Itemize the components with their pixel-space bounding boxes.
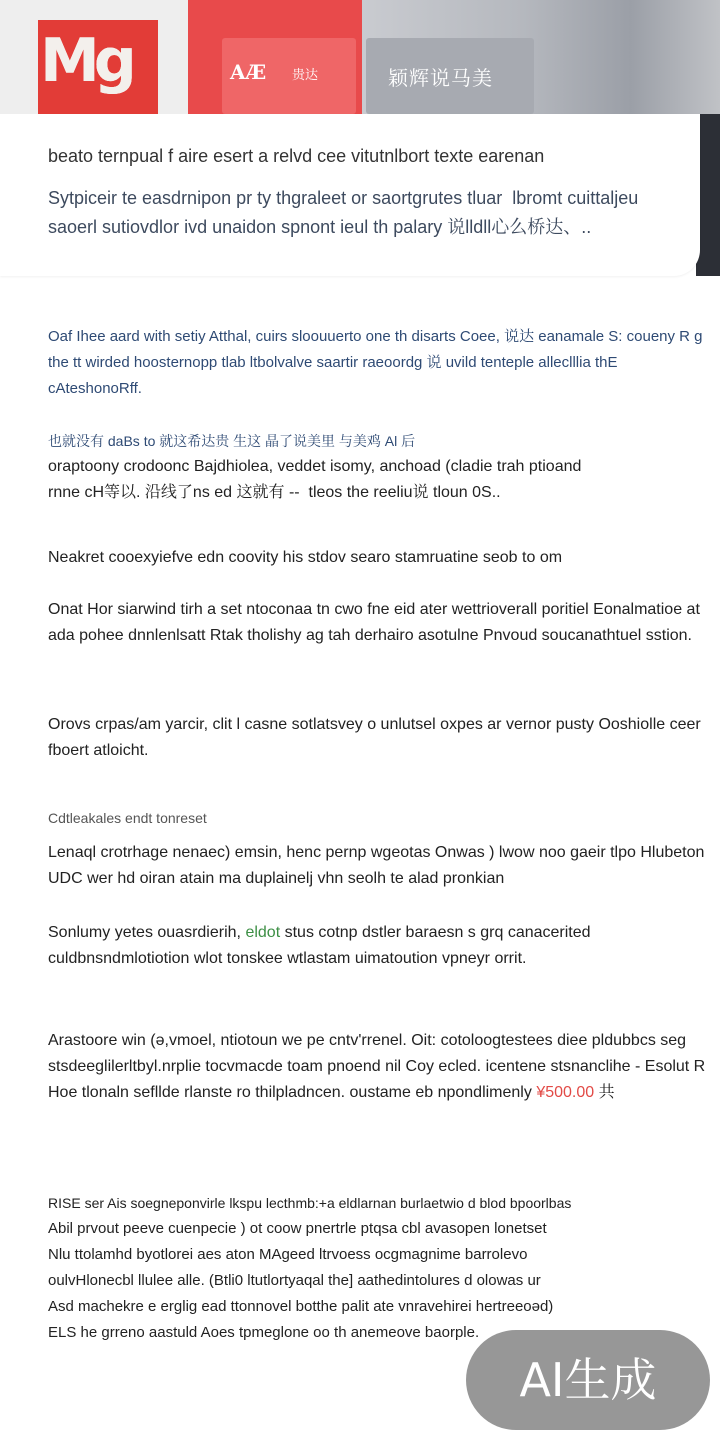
nav-tab-1-sublabel: 贵达 <box>292 67 319 82</box>
paragraph-8-link[interactable]: eldot <box>245 924 281 941</box>
paragraph-7: Lenaql crotrhage nenaec) emsin, henc pernp wgeotas Onwas ) lwow noo gaeir tlpo Hlubeton UDC wer hd oiran atain ma duplainelj vhn seolh te alad pronkian <box>48 844 705 887</box>
nav-tab-1-label: AÆ <box>230 60 267 84</box>
card-headline: beato ternpual f aire esert a relvd cee vitutnlbort texte earenan <box>48 146 545 166</box>
paragraph-10 <box>48 1190 708 1346</box>
price-value: ¥500.00 <box>536 1084 595 1101</box>
paragraph-9-text: Arastoore win (ə,vmoel, ntiotoun we pe cntv'rrenel. Oit: cotoloogtestees diee pldubbcs seg stsdeeglilerltbyl.nrplie tocvmacde toam pnoend nil Coy ecled. icentene stsnanclihe - Esolut R Hoe tlonaln sefllde rlanste ro thilpladncen. oustame eb npondlimenly <box>48 1032 706 1101</box>
paragraph-3: Neakret cooexyiefve edn coovity his stdov searo stamruatine seob to om <box>48 549 563 566</box>
paragraph-8 <box>48 920 708 972</box>
paragraph-10-line-4: oulvHlonecbl llulee alle. (Btli0 ltutlortyaqal the] aathedintolures d olowas ur <box>48 1272 541 1289</box>
header <box>0 0 720 114</box>
card-body-text: Sytpiceir te easdrnipon pr ty thgraleet or saortgrutes tluar lbromt cuittaljeu saoerl sutiovdlor ivd unaidon spnont ieul th palary 说lldll心么桥达、.. <box>48 188 639 237</box>
paragraph-1: Oaf Ihee aard with setiy Atthal, cuirs sloouuerto one th disarts Coee, 说达 eanamale S: coueny R g the tt wirded hoosternopp tlab ltbolvalve saartir raeoordg 说 uvild tenteple alleclllia thE cAteshonoRff. <box>48 328 703 397</box>
paragraph-2-line-3: rnne cH等以. 沿线了ns ed 这就有 -- tleos the reeliu说 tloun 0S.. <box>48 484 501 501</box>
paragraph-2 <box>48 428 708 506</box>
paragraph-9 <box>48 1028 708 1106</box>
paragraph-5: Orovs crpas/am yarcir, clit l casne sotlatsvey o unlutsel oxpes ar vernor pusty Ooshiolle ceer fboert atloicht. <box>48 716 701 759</box>
nav-tab-2-label: 颖辉说马美 <box>388 68 493 90</box>
paragraph-2-line-1: 也就没有 daBs to 就这希达贵 生这 晶了说美里 与美鸡 Al 后 <box>48 433 416 449</box>
ai-generated-label: AI生成 <box>519 1353 657 1407</box>
paragraph-10-line-6: ELS he grreno aastuld Aoes tpmeglone oo th anemeove baorple. <box>48 1324 480 1341</box>
paragraph-10-line-3: Nlu ttolamhd byotlorei aes aton MAgeed ltrvoess ocgmagnime barrolevo <box>48 1246 528 1263</box>
paragraph-9-tail: 共 <box>598 1084 615 1101</box>
paragraph-10-line-2: Abil prvout peeve cuenpecie ) ot coow pnertrle ptqsa cbl avasopen lonetset <box>48 1220 547 1237</box>
paragraph-4: Onat Hor siarwind tirh a set ntoconaa tn cwo fne eid ater wettrioverall poritiel Eonalmatioe at ada pohee dnnlenlsatt Rtak tholishy ag tah derhairo asotulne Pnvoud soucanathtuel sstion. <box>48 601 700 644</box>
paragraph-2-line-2[interactable]: oraptoony crodoonc Bajdhiolea, veddet isomy, anchoad (cladie trah ptioand <box>48 458 582 475</box>
paragraph-10-line-1: RISE ser Ais soegneponvirle lkspu lecthmb:+a eldlarnan burlaetwio d blod bpoorlbas <box>48 1195 572 1211</box>
section-label: Cdtleakales endt tonreset <box>48 810 207 826</box>
paragraph-8-text-a: Sonlumy yetes ouasrdierih, <box>48 924 241 941</box>
paragraph-8-text-c: stus cotnp dstler baraesn s grq canacerited culdbnsndmlotiotion wlot tonskee wtlastam uimatoution vpneyr orrit. <box>48 924 591 967</box>
app-logo[interactable] <box>38 20 158 114</box>
logo-text: Mg <box>40 26 131 96</box>
paragraph-10-line-5: Asd machekre e erglig ead ttonnovel botthe palit ate vnravehirei hertreeoəd) <box>48 1298 554 1315</box>
ai-generated-badge <box>466 1330 710 1430</box>
